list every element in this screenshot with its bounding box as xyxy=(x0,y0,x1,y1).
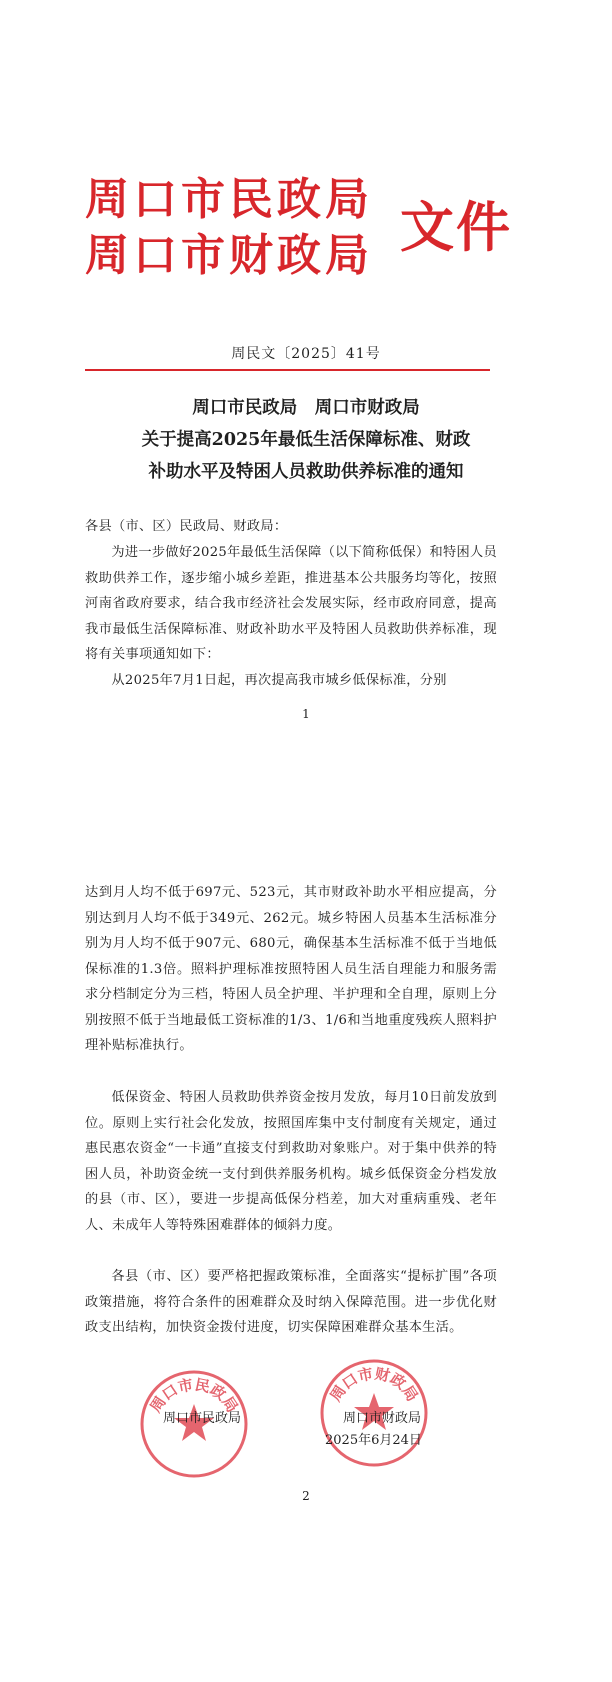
page-number-1: 1 xyxy=(302,707,310,721)
signature-date: 2025年6月24日 xyxy=(325,1433,422,1448)
page-number-2: 2 xyxy=(302,1489,310,1503)
salutation: 各县（市、区）民政局、财政局： xyxy=(85,519,288,534)
header-suffix: 文件 xyxy=(400,195,512,259)
title-line-3: 补助水平及特困人员救助供养标准的通知 xyxy=(148,462,464,482)
paragraph-4: 各县（市、区）要严格把握政策标准，全面落实“提标扩围”各项政策措施，将符合条件的困难群众及时纳入保障范围。进一步优化财政支出结构，加快资金拨付进度，切实保障困难群众基本生活。 xyxy=(85,1269,497,1335)
paragraph-2-continued: 达到月人均不低于697元、523元，其市财政补助水平相应提高，分别达到月人均不低于349元、262元。城乡特困人员基本生活标准分别为月人均不低于907元、680元，确保基本生活标准不低于当地低保标准的1.3倍。照料护理标准按照特困人员生活自理能力和服务需求分档制定分为三档，特困人员全护理、半护理和全自理，原则上分别按照不低于当地最低工资标准的1/3、1/6和当地重度残疾人照料护理补贴标准执行。 xyxy=(85,885,497,1053)
paragraph-2-start: 从2025年7月1日起，再次提高我市城乡低保标准，分别 xyxy=(111,673,447,688)
header-agency-1: 周口市民政局 xyxy=(85,174,373,225)
seal-1-text: 周口市民政局 xyxy=(146,1375,242,1416)
paragraph-3: 低保资金、特困人员救助供养资金按月发放，每月10日前发放到位。原则上实行社会化发放，按照国库集中支付制度有关规定，通过惠民惠农资金“一卡通”直接支付到救助对象账户。对于集中供养的特困人员，补助资金统一支付到供养服务机构。城乡低保资金分档发放的县（市、区），要进一步提高低保分档差，加大对重病重残、老年人、未成年人等特殊困难群体的倾斜力度。 xyxy=(85,1090,497,1233)
title-line-2: 关于提高2025年最低生活保障标准、财政 xyxy=(141,430,471,450)
header-divider xyxy=(85,369,490,371)
title-line-1: 周口市民政局 周口市财政局 xyxy=(192,398,420,418)
paragraph-1: 为进一步做好2025年最低生活保障（以下简称低保）和特困人员救助供养工作，逐步缩小城乡差距，推进基本公共服务均等化，按照河南省政府要求，结合我市经济社会发展实际，经市政府同意，提高我市最低生活保障标准、财政补助水平及特困人员救助供养标准，现将有关事项通知如下： xyxy=(85,545,497,662)
signature-agency-2: 周口市财政局 xyxy=(343,1411,422,1426)
signature-agency-1: 周口市民政局 xyxy=(163,1411,242,1426)
header-agency-2: 周口市财政局 xyxy=(85,230,373,281)
document-number: 周民文〔2025〕41号 xyxy=(231,346,381,362)
seal-2-text: 周口市财政局 xyxy=(326,1364,422,1405)
